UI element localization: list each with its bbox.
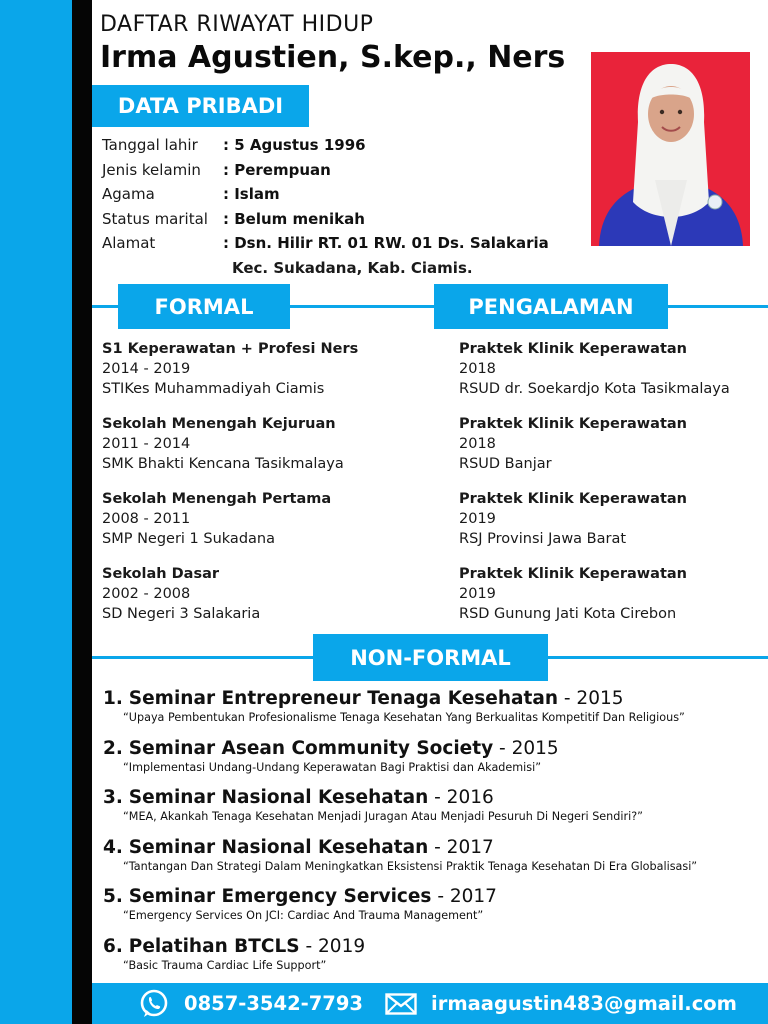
section-experience-badge: PENGALAMAN [434, 284, 668, 329]
list-item [103, 936, 763, 986]
left-dark-stripe [72, 0, 92, 1024]
contact-phone[interactable]: 0857-3542-7793 [184, 992, 364, 1015]
personal-value: : Islam [223, 185, 280, 204]
list-item [102, 339, 412, 414]
left-accent-stripe [0, 0, 72, 1024]
section-formal-badge: FORMAL [118, 284, 290, 329]
nonformal-title [103, 837, 763, 858]
personal-value: : 5 Agustus 1996 [223, 136, 366, 155]
nonformal-name: Seminar Nasional Kesehatan [128, 787, 429, 808]
nonformal-description: “Implementasi Undang-Undang Keperawatan Bagi Praktisi dan Akademisi” [123, 760, 542, 774]
entry-title: Praktek Klinik Keperawatan [459, 491, 688, 507]
nonformal-description: “Tantangan Dan Strategi Dalam Meningkatkan Eksistensi Praktik Tenaga Kesehatan Di Era Globalisasi” [123, 859, 698, 873]
nonformal-description: “Emergency Services On JCI: Cardiac And Trauma Management” [123, 909, 484, 922]
entry-years: 2011 - 2014 [102, 436, 191, 452]
personal-label: Agama [102, 185, 155, 204]
nonformal-number: 1. [103, 688, 123, 709]
nonformal-number: 5. [103, 886, 123, 907]
entry-years: 2014 - 2019 [102, 361, 191, 377]
entry-years: 2008 - 2011 [102, 511, 191, 527]
entry-place: SMP Negeri 1 Sukadana [102, 531, 275, 547]
nonformal-year: - 2016 [428, 787, 494, 808]
entry-place: SMK Bhakti Kencana Tasikmalaya [102, 456, 344, 472]
list-item [459, 564, 768, 639]
section-personal-badge: DATA PRIBADI [92, 85, 309, 127]
nonformal-description: “MEA, Akankah Tenaga Kesehatan Menjadi Juragan Atau Menjadi Pesuruh Di Negeri Sendiri?” [123, 810, 643, 823]
list-item [103, 688, 763, 738]
personal-label: Alamat [102, 234, 156, 253]
nonformal-title [103, 787, 763, 808]
entry-year: 2019 [459, 511, 496, 527]
list-item [459, 489, 768, 564]
nonformal-list [103, 688, 763, 985]
personal-address-continued: Kec. Sukadana, Kab. Ciamis. [232, 258, 473, 277]
nonformal-name: Seminar Emergency Services [128, 886, 432, 907]
nonformal-title [103, 738, 763, 759]
list-item [103, 738, 763, 788]
entry-title: Sekolah Dasar [102, 566, 220, 582]
personal-row-marital [102, 207, 572, 232]
nonformal-name: Seminar Nasional Kesehatan [128, 836, 429, 858]
nonformal-year: - 2017 [431, 886, 497, 907]
personal-value: : Dsn. Hilir RT. 01 RW. 01 Ds. Salakaria [223, 234, 549, 253]
nonformal-number: 6. [103, 935, 123, 957]
nonformal-name: Seminar Entrepreneur Tenaga Kesehatan [128, 688, 558, 709]
person-name: Irma Agustien, S.kep., Ners [100, 40, 566, 75]
entry-title: Praktek Klinik Keperawatan [459, 416, 688, 432]
personal-label: Jenis kelamin [102, 160, 201, 179]
entry-place: RSD Gunung Jati Kota Cirebon [459, 606, 677, 622]
list-item [103, 787, 763, 837]
personal-row-religion [102, 182, 572, 207]
section-nonformal-badge: NON-FORMAL [313, 634, 548, 681]
nonformal-number: 2. [103, 737, 123, 759]
whatsapp-icon [138, 988, 170, 1020]
nonformal-number: 3. [103, 787, 123, 808]
document-subtitle: DAFTAR RIWAYAT HIDUP [100, 12, 374, 37]
nonformal-number: 4. [103, 836, 123, 858]
personal-label: Status marital [102, 209, 208, 228]
entry-place: RSUD dr. Soekardjo Kota Tasikmalaya [459, 381, 730, 397]
list-item [103, 837, 763, 887]
entry-place: RSJ Provinsi Jawa Barat [459, 531, 627, 547]
nonformal-year: - 2017 [428, 836, 494, 858]
list-item [459, 339, 768, 414]
nonformal-description: “Basic Trauma Cardiac Life Support” [123, 958, 327, 972]
list-item [102, 564, 412, 639]
personal-label: Tanggal lahir [102, 136, 198, 155]
nonformal-description: “Upaya Pembentukan Profesionalisme Tenaga Kesehatan Yang Berkualitas Kompetitif Dan Religious” [123, 711, 685, 724]
personal-row-address [102, 231, 572, 256]
nonformal-year: - 2015 [493, 737, 559, 759]
entry-place: RSUD Banjar [459, 456, 552, 472]
entry-year: 2018 [459, 361, 496, 377]
entry-title: Sekolah Menengah Kejuruan [102, 416, 336, 432]
contact-email[interactable]: irmaagustin483@gmail.com [431, 992, 737, 1015]
entry-years: 2002 - 2008 [102, 586, 191, 602]
nonformal-name: Seminar Asean Community Society [128, 737, 494, 759]
nonformal-title [103, 688, 763, 709]
list-item [103, 886, 763, 936]
list-item [102, 414, 412, 489]
entry-year: 2019 [459, 586, 496, 602]
personal-row-birthdate [102, 133, 572, 158]
entry-title: Praktek Klinik Keperawatan [459, 341, 688, 357]
profile-photo [591, 52, 750, 246]
personal-row-gender [102, 158, 572, 183]
list-item [102, 489, 412, 564]
nonformal-year: - 2019 [299, 935, 366, 957]
envelope-icon [385, 993, 417, 1015]
portrait-illustration [591, 52, 750, 246]
nonformal-title [103, 936, 763, 957]
personal-value: : Perempuan [223, 160, 331, 179]
entry-title: S1 Keperawatan + Profesi Ners [102, 341, 359, 357]
nonformal-name: Pelatihan BTCLS [128, 935, 300, 957]
contact-footer [92, 983, 768, 1024]
formal-education-list [102, 339, 412, 639]
entry-place: SD Negeri 3 Salakaria [102, 606, 261, 622]
personal-data [102, 133, 572, 280]
nonformal-title [103, 886, 763, 907]
entry-title: Praktek Klinik Keperawatan [459, 566, 688, 582]
entry-title: Sekolah Menengah Pertama [102, 491, 332, 507]
list-item [459, 414, 768, 489]
personal-value: : Belum menikah [223, 209, 365, 228]
nonformal-year: - 2015 [558, 688, 624, 709]
entry-place: STIKes Muhammadiyah Ciamis [102, 381, 325, 397]
entry-year: 2018 [459, 436, 496, 452]
experience-list [459, 339, 768, 639]
